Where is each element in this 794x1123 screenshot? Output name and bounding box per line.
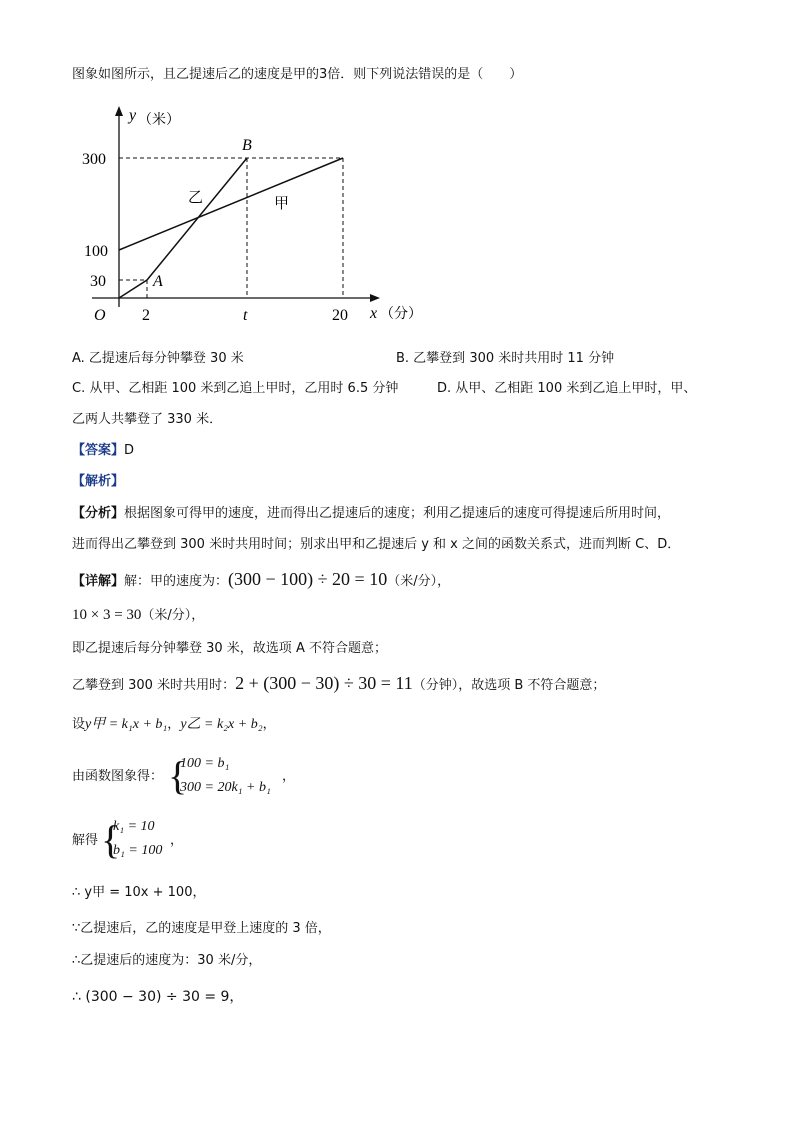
point-label-b: B <box>242 137 252 154</box>
option-d-line1: D. 从甲、乙相距 100 米到乙追上甲时，甲、 <box>437 381 697 396</box>
option-d-line2: 乙两人共攀登了 330 米． <box>72 412 223 427</box>
x-tick-t: t <box>243 307 248 324</box>
y-axis-arrow <box>115 106 123 116</box>
answer-value: D <box>124 443 135 458</box>
answer-tag: 【答案】 <box>72 443 125 458</box>
system1-eq2: 300 = 20k₁ + b₁ <box>180 780 271 795</box>
y-tick-100: 100 <box>84 243 108 260</box>
system2-eq1: k₁ = 10 <box>113 819 155 834</box>
option-a: A. 乙提速后每分钟攀登 30 米 <box>72 351 244 366</box>
x-tick-2: 2 <box>142 307 150 324</box>
detail-line9: ∵乙提速后，乙的速度是甲登上速度的 3 倍， <box>72 921 331 936</box>
y-axis-unit: （米） <box>138 112 180 128</box>
detail-line8: ∴ y甲 = 10x + 100， <box>72 885 206 900</box>
y-axis-var: y <box>129 107 137 124</box>
y-tick-30: 30 <box>90 273 106 290</box>
function-graph <box>80 102 460 327</box>
option-b: B. 乙攀登到 300 米时共用时 11 分钟 <box>396 351 615 366</box>
series-label-yi: 乙 <box>188 188 204 206</box>
x-axis-var: x <box>370 305 378 322</box>
x-tick-20: 20 <box>332 307 348 324</box>
fenxi-text1: 根据图象可得甲的速度，进而得出乙提速后的速度；利用乙提速后的速度可得提速后所用时间， <box>124 506 671 521</box>
detail-line10: ∴乙提速后的速度为：30 米/分， <box>72 953 262 968</box>
point-label-a: A <box>153 273 163 290</box>
detail-l1-math: (300 − 100) ÷ 20 = 10 <box>228 569 388 589</box>
detail-line5: 设y甲 = k₁x + b₁，y乙 = k₂x + b₂， <box>72 717 276 732</box>
series-label-jia: 甲 <box>274 194 290 212</box>
detail-l5-math1: y甲 = k₁x + b₁ <box>85 717 168 732</box>
x-axis-unit: （分） <box>380 306 422 322</box>
origin-label: O <box>94 307 106 324</box>
system1-brace: { <box>168 753 188 798</box>
detail-line3: 即乙提速后每分钟攀登 30 米，故选项 A 不符合题意； <box>72 641 387 656</box>
fenxi-tag: 【分析】 <box>72 506 125 521</box>
analysis-tag: 【解析】 <box>72 474 125 489</box>
detail-l4-suffix: （分钟），故选项 B 不符合题意； <box>412 678 606 693</box>
detail-l2-math: 10 × 3 = 30 <box>72 607 142 623</box>
detail-l2-suffix: （米/分）， <box>141 608 205 623</box>
detail-line11: ∴ (300 − 30) ÷ 30 = 9， <box>72 989 244 1005</box>
detail-line2 <box>72 606 204 625</box>
question-intro: 图象如图所示，且乙提速后乙的速度是甲的3倍．则下列说法错误的是（ ） <box>72 67 523 82</box>
option-c: C. 从甲、乙相距 100 米到乙追上甲时，乙用时 6.5 分钟 <box>72 381 399 396</box>
answer-line <box>72 442 134 460</box>
system2-eq2: b₁ = 100 <box>113 843 163 858</box>
detail-line1 <box>72 570 450 591</box>
detail-l7-prefix: 解得 <box>72 833 99 848</box>
detail-l5-prefix: 设 <box>72 717 86 732</box>
detail-l1-suffix: （米/分）， <box>387 574 451 589</box>
detail-l6-prefix: 由函数图象得： <box>72 769 164 784</box>
y-tick-300: 300 <box>82 151 106 168</box>
system1-comma: ， <box>282 769 296 784</box>
series-yi-line <box>119 158 247 298</box>
detail-l5-math2: y乙 = k₂x + b₂ <box>180 717 263 732</box>
detail-l4-math: 2 + (300 − 30) ÷ 30 = 11 <box>235 673 413 693</box>
system2-comma: ， <box>170 833 184 848</box>
series-jia-line <box>119 158 343 250</box>
detail-line4 <box>72 674 605 695</box>
detail-tag: 【详解】 <box>72 574 125 589</box>
detail-l1-prefix: 解：甲的速度为： <box>124 574 229 589</box>
detail-l4-prefix: 乙攀登到 300 米时共用时： <box>72 678 236 693</box>
system2-brace: { <box>101 817 121 862</box>
system1-eq1: 100 = b₁ <box>180 756 230 771</box>
fenxi-line2: 进而得出乙攀登到 300 米时共用时间；别求出甲和乙提速后 y 和 x 之间的函数关系式，进而判断 C、D． <box>72 537 681 552</box>
x-axis-arrow <box>370 294 380 302</box>
fenxi-line1 <box>72 505 670 523</box>
